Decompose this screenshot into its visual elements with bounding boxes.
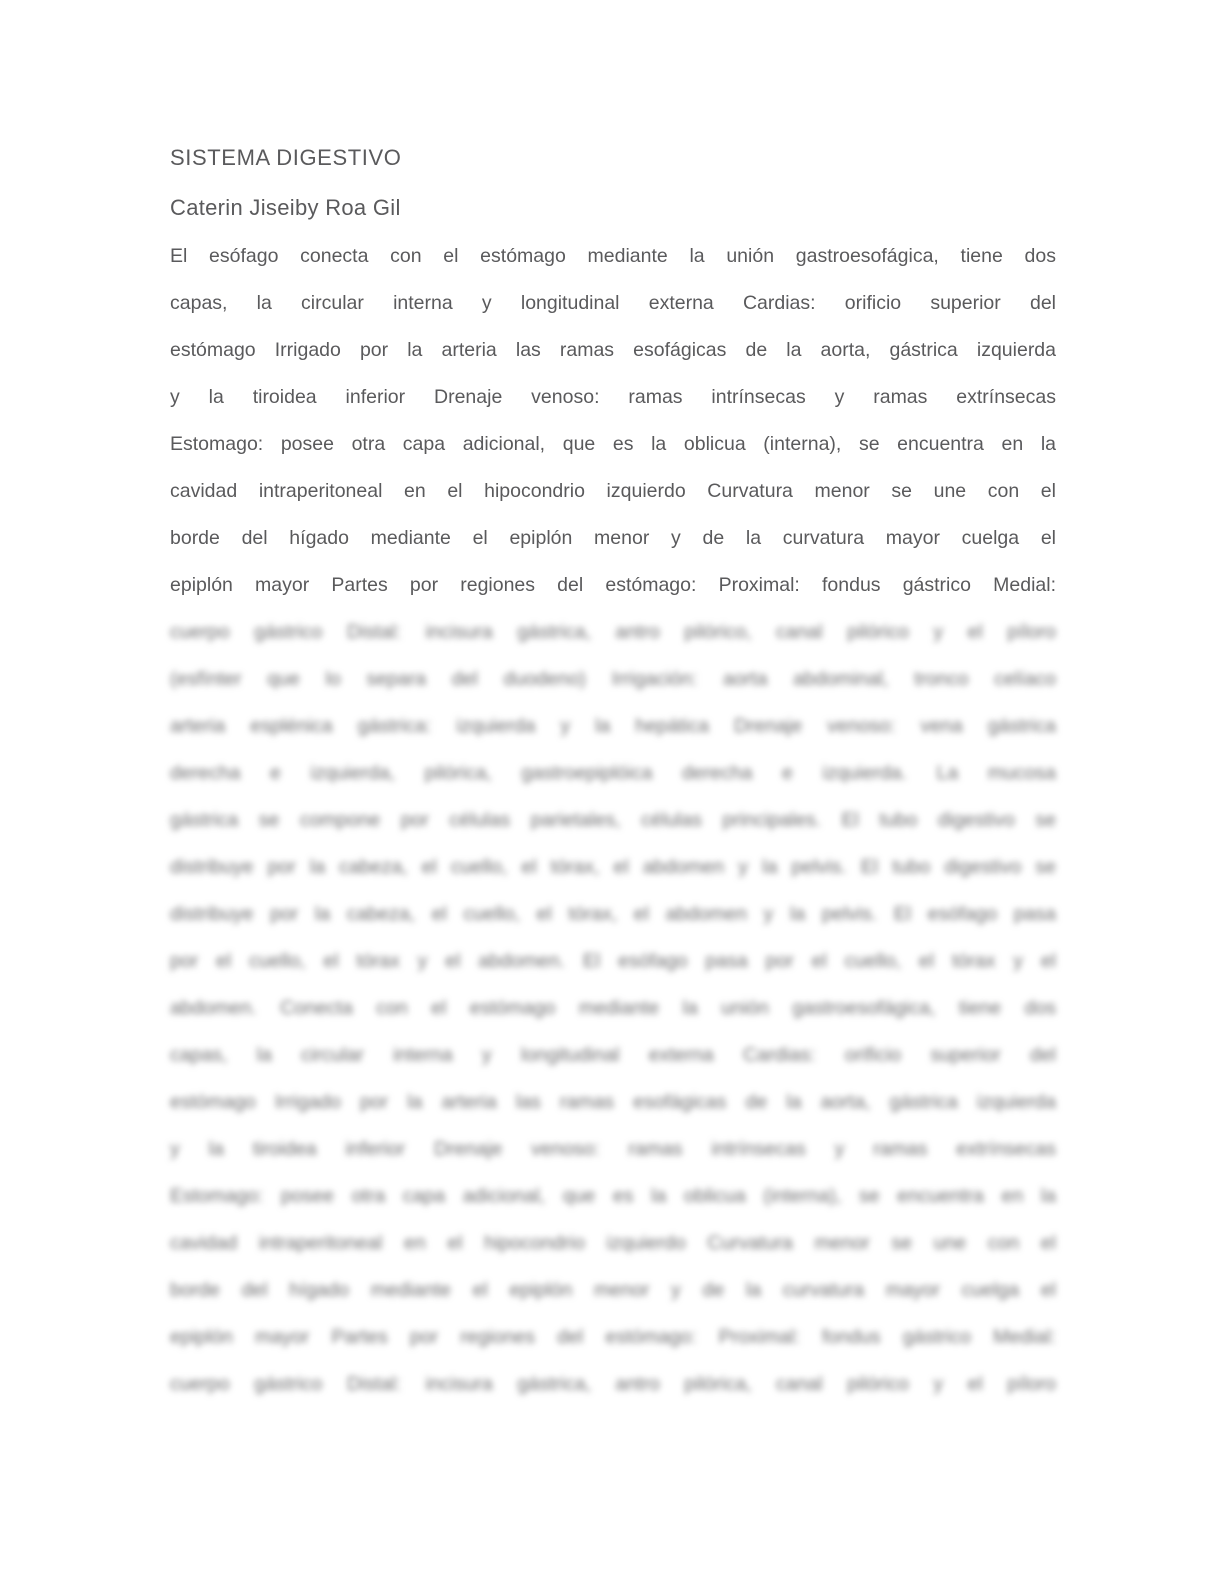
blurred-text-line: estómago Irrigado por la arteria las ramas esofágicas de la aorta, gástrica izquierda: [170, 1091, 1056, 1113]
text-line: capas, la circular interna y longitudinal externa Cardias: orificio superior del: [170, 292, 1056, 314]
text-line: borde del hígado mediante el epiplón menor y de la curvatura mayor cuelga el: [170, 527, 1056, 549]
blurred-text-line: Estomago: posee otra capa adicional, que es la oblicua (interna), se encuentra en la: [170, 1185, 1056, 1207]
blurred-text-line: abdomen. Conecta con el estómago mediante la unión gastroesofágica, tiene dos: [170, 997, 1056, 1019]
blurred-text-line: borde del hígado mediante el epiplón menor y de la curvatura mayor cuelga el: [170, 1279, 1056, 1301]
document-content: [170, 133, 1056, 1408]
body-text: [170, 233, 1056, 1408]
blurred-text-line: capas, la circular interna y longitudinal externa Cardias: orificio superior del: [170, 1044, 1056, 1066]
blurred-text-line: gástrica se compone por células parietales, células principales. El tubo digestivo se: [170, 809, 1056, 831]
text-line: El esófago conecta con el estómago mediante la unión gastroesofágica, tiene dos: [170, 245, 1056, 267]
blurred-text-line: por el cuello, el tórax y el abdomen. El esófago pasa por el cuello, el tórax y el: [170, 950, 1056, 972]
document-author: Caterin Jiseiby Roa Gil: [170, 195, 401, 220]
blurred-text-line: cuerpo gástrico Distal: incisura gástrica, antro pilórica, canal pilórico y el píloro: [170, 1373, 1056, 1395]
blurred-text-line: distribuye por la cabeza, el cuello, el tórax, el abdomen y la pelvis. El esófago pasa: [170, 903, 1056, 925]
text-line: cavidad intraperitoneal en el hipocondrio izquierdo Curvatura menor se une con el: [170, 480, 1056, 502]
blurred-text-line: distribuye por la cabeza, el cuello, el tórax, el abdomen y la pelvis. El tubo digestivo se: [170, 856, 1056, 878]
text-line: epiplón mayor Partes por regiones del estómago: Proximal: fondus gástrico Medial:: [170, 574, 1056, 596]
blurred-text-line: arteria esplénica gástrica: izquierda y la hepática Drenaje venoso: vena gástrica: [170, 715, 1056, 737]
blurred-text-line: cavidad intraperitoneal en el hipocondrio izquierdo Curvatura menor se une con el: [170, 1232, 1056, 1254]
text-line: estómago Irrigado por la arteria las ramas esofágicas de la aorta, gástrica izquierda: [170, 339, 1056, 361]
blurred-text-section: [170, 609, 1056, 1408]
blurred-text-line: y la tiroidea inferior Drenaje venoso: ramas intrínsecas y ramas extrínsecas: [170, 1138, 1056, 1160]
text-line: y la tiroidea inferior Drenaje venoso: ramas intrínsecas y ramas extrínsecas: [170, 386, 1056, 408]
blurred-text-line: cuerpo gástrico Distal: incisura gástrica, antro pilórico, canal pilórico y el píloro: [170, 621, 1056, 643]
blurred-text-line: derecha e izquierda, pilórica, gastroepiplóica derecha e izquierda. La mucosa: [170, 762, 1056, 784]
document-title: SISTEMA DIGESTIVO: [170, 145, 402, 170]
blurred-text-line: epiplón mayor Partes por regiones del estómago: Proximal: fondus gástrico Medial:: [170, 1326, 1056, 1348]
text-line: Estomago: posee otra capa adicional, que es la oblicua (interna), se encuentra en la: [170, 433, 1056, 455]
blurred-text-line: (esfínter que lo separa del duodeno) Irrigación: aorta abdominal, tronco celíaco: [170, 668, 1056, 690]
